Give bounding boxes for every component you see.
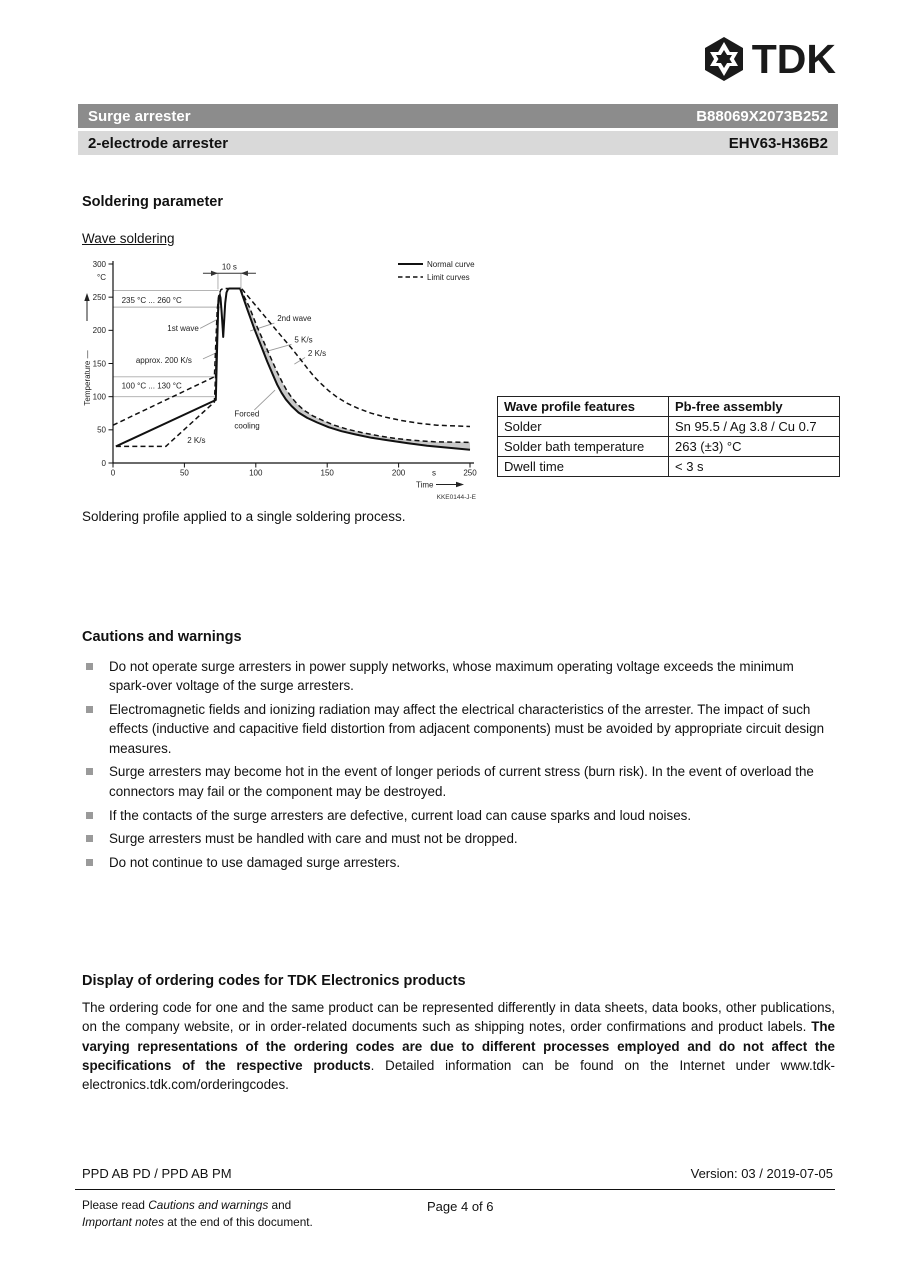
svg-text:2 K/s: 2 K/s (187, 436, 206, 446)
svg-text:100 °C ... 130 °C: 100 °C ... 130 °C (121, 381, 182, 391)
svg-text:200: 200 (92, 326, 106, 336)
svg-text:1st wave: 1st wave (167, 323, 199, 333)
svg-text:250: 250 (463, 468, 477, 478)
ordering-text: The ordering code for one and the same product can be represented differently in data sheets, data books, other publications, on the company website, or in order-related documents such as shipping notes, order confirmations and product labels. (82, 1000, 835, 1035)
section-title-soldering: Soldering parameter (82, 194, 224, 210)
bullet-square-icon (86, 812, 93, 819)
table-row (498, 457, 840, 477)
ordering-text: . Detailed information can be found on the Internet under www.tdk-electronics.tdk.com/orderingcodes. (82, 1057, 835, 1093)
caution-text: Surge arresters must be handled with care and must not be dropped. (109, 831, 518, 847)
svg-text:250: 250 (92, 292, 106, 302)
svg-text:Temperature —: Temperature — (83, 350, 92, 406)
note-text: Please read (82, 1198, 149, 1212)
ordering-text-bold: The varying representations of the ordering codes are due to different processes employed and do not affect the specifications of the respective products (82, 1019, 835, 1073)
svg-text:50: 50 (179, 468, 189, 478)
table-cell-label: Dwell time (498, 457, 669, 477)
wave-profile-table (497, 396, 840, 477)
svg-text:0: 0 (101, 458, 106, 468)
svg-text:100: 100 (249, 468, 263, 478)
table-header-assembly: Pb-free assembly (669, 397, 840, 417)
svg-text:150: 150 (92, 359, 106, 369)
bullet-square-icon (86, 706, 93, 713)
table-cell-value: < 3 s (669, 457, 840, 477)
svg-text:Time: Time (416, 480, 434, 490)
svg-text:°C: °C (97, 273, 106, 282)
table-cell-value: 263 (±3) °C (669, 437, 840, 457)
svg-text:Limit curves: Limit curves (427, 272, 470, 282)
ordering-code-label: B88069X2073B252 (696, 107, 828, 125)
caution-text: Do not continue to use damaged surge arresters. (109, 855, 401, 871)
caution-text: Do not operate surge arresters in power supply networks, whose maximum operating voltage exceeds the minimum spark-over voltage of the surge arresters. (109, 659, 794, 694)
list-item (82, 762, 830, 801)
svg-text:Forced: Forced (234, 409, 260, 419)
list-item (82, 829, 830, 848)
bullet-square-icon (86, 663, 93, 670)
table-cell-value: Sn 95.5 / Ag 3.8 / Cu 0.7 (669, 417, 840, 437)
bullet-square-icon (86, 835, 93, 842)
product-type-label: 2-electrode arrester (88, 134, 229, 152)
svg-text:200: 200 (391, 468, 406, 478)
table-header-row (498, 397, 840, 417)
wave-soldering-chart (80, 253, 482, 505)
bullet-square-icon (86, 768, 93, 775)
svg-text:s: s (432, 468, 436, 478)
bullet-square-icon (86, 859, 93, 866)
page-number: Page 4 of 6 (427, 1199, 494, 1214)
footer-divider (75, 1189, 835, 1190)
product-header-bar (78, 104, 838, 128)
svg-text:cooling: cooling (234, 421, 260, 431)
product-family-label: Surge arrester (88, 107, 191, 125)
footer-note (82, 1197, 313, 1230)
svg-text:approx. 200 K/s: approx. 200 K/s (135, 355, 192, 365)
table-header-features: Wave profile features (498, 397, 669, 417)
svg-text:2nd wave: 2nd wave (277, 314, 312, 324)
svg-text:KKE0144-J-E: KKE0144-J-E (436, 494, 476, 501)
section-title-ordering: Display of ordering codes for TDK Electronics products (82, 973, 466, 989)
product-code-label: EHV63-H36B2 (728, 134, 828, 152)
svg-text:Normal curve: Normal curve (427, 259, 475, 269)
list-item (82, 657, 830, 696)
caution-text: Electromagnetic fields and ionizing radiation may affect the electrical characteristics of the arrester. The impact of such effects (inductive and capacitive field distortion from adjacent components) must be avoided by appropriate circuit design measures. (109, 702, 825, 756)
svg-text:300: 300 (92, 259, 106, 269)
chart-caption: Soldering profile applied to a single soldering process. (82, 509, 406, 524)
product-subheader-bar (78, 131, 838, 155)
cautions-list (82, 657, 830, 877)
section-title-cautions: Cautions and warnings (82, 629, 242, 645)
list-item (82, 806, 830, 825)
note-italic: Important notes (82, 1214, 164, 1229)
note-text: at the end of this document. (163, 1214, 313, 1229)
svg-text:2 K/s: 2 K/s (307, 349, 327, 359)
table-cell-label: Solder (498, 417, 669, 437)
table-cell-label: Solder bath temperature (498, 437, 669, 457)
table-row (498, 437, 840, 457)
footer-department: PPD AB PD / PPD AB PM (82, 1166, 232, 1181)
svg-text:50: 50 (97, 425, 106, 435)
table-row (498, 417, 840, 437)
svg-text:5 K/s: 5 K/s (294, 335, 313, 345)
svg-text:0: 0 (110, 468, 116, 478)
ordering-paragraph (82, 998, 835, 1094)
svg-text:100: 100 (92, 392, 106, 402)
tdk-emblem-icon (701, 36, 747, 82)
note-text: and (268, 1198, 292, 1212)
footer-version: Version: 03 / 2019-07-05 (690, 1166, 833, 1181)
tdk-wordmark: TDK (751, 36, 836, 82)
svg-text:150: 150 (320, 468, 334, 478)
tdk-logo (701, 36, 836, 82)
list-item (82, 700, 830, 758)
note-italic: Cautions and warnings (148, 1198, 269, 1212)
list-item (82, 853, 830, 872)
caution-text: If the contacts of the surge arresters are defective, current load can cause sparks and loud noises. (109, 807, 692, 823)
caution-text: Surge arresters may become hot in the event of longer periods of current stress (burn risk). In the event of overload the connectors may fail or the component may be destroyed. (109, 764, 814, 799)
subsection-wave-soldering: Wave soldering (82, 231, 175, 246)
svg-text:10 s: 10 s (221, 262, 237, 272)
svg-text:235 °C ... 260 °C: 235 °C ... 260 °C (121, 296, 182, 306)
